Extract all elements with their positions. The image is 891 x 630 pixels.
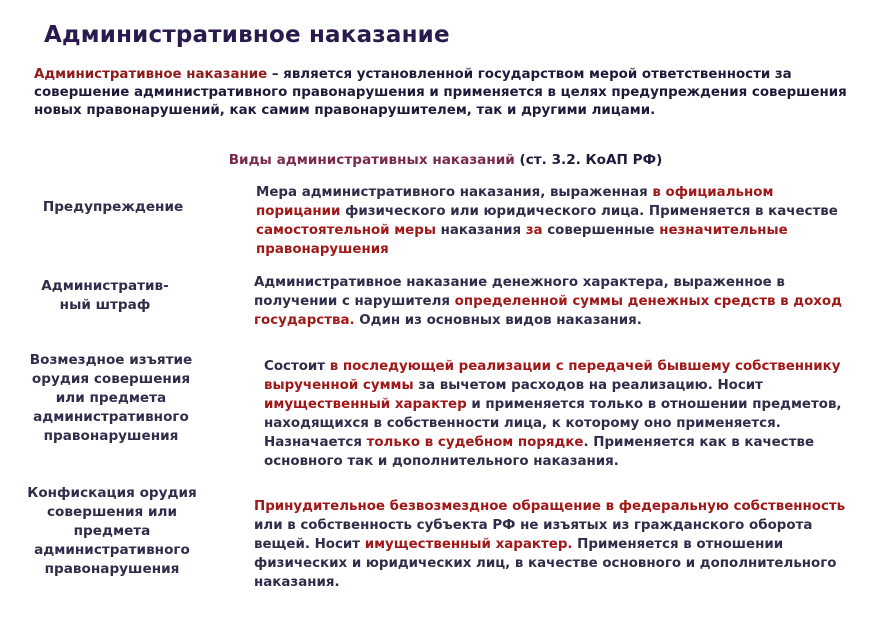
intro-paragraph [34, 66, 864, 120]
intro-text: – является установленной государством мерой ответственности за совершение административного правонарушения и применяется в целях предупреждения совершения новых правонарушений, как самим правонарушителем, так и другими лицами. [34, 67, 847, 118]
highlight-text: определенной суммы денежных средств в доход государства. [254, 294, 842, 328]
body-text: физического или юридического лица. Применяется в качестве [340, 204, 838, 219]
body-text: за вычетом расходов на реализацию. Носит [413, 378, 763, 393]
highlight-text: за [525, 223, 543, 238]
page-title: Административное наказание [44, 22, 450, 48]
highlight-text: только в судебном порядке [366, 435, 584, 450]
highlight-text: в официальном порицании [256, 185, 774, 219]
body-text: Административное наказание денежного характера, выраженное в получении с нарушителя [254, 275, 785, 309]
row-def-seizure [264, 357, 874, 471]
body-text: Мера административного наказания, выраженная [256, 185, 653, 200]
subtitle-ref: (ст. 3.2. КоАП РФ) [519, 152, 663, 168]
highlight-text: незначительные правонарушения [256, 223, 788, 257]
row-def-warning [256, 183, 846, 259]
highlight-text: самостоятельной меры [256, 223, 436, 238]
body-text: Состоит [264, 359, 330, 374]
row-def-confiscation [254, 497, 866, 592]
subtitle-text: Виды административных наказаний [228, 152, 520, 168]
body-text: . Применяется как в качестве основного так и дополнительного наказания. [264, 435, 815, 469]
body-text: наказания [435, 223, 526, 238]
highlight-text: имущественный характер [264, 397, 467, 412]
row-term-fine: Административ-ный штраф [41, 278, 169, 313]
row-def-fine [254, 273, 854, 330]
highlight-text: Принудительное безвозмездное обращение в федеральную собственность [254, 499, 846, 514]
row-term-warning: Предупреждение [42, 199, 184, 215]
section-subtitle [0, 152, 891, 168]
body-text: Один из основных видов наказания. [354, 313, 642, 328]
row-term-seizure: Возмездное изъятие орудия совершения или предмета административного правонарушения [29, 352, 193, 444]
intro-term: Административное наказание [34, 67, 268, 82]
highlight-text: в последующей реализации с передачей бывшему собственнику вырученной суммы [264, 359, 841, 393]
row-term-confiscation: Конфискация орудия совершения или предмета административного правонарушения [27, 485, 197, 577]
body-text: Применяется в отношении физических и юридических лиц, в качестве основного и дополнительного наказания. [254, 537, 837, 590]
highlight-text: имущественный характер. [364, 537, 573, 552]
body-text: и применяется только в отношении предметов, находящихся в собственности лица, к которому оно применяется. Назначается [264, 397, 842, 450]
body-text: совершенные [542, 223, 660, 238]
body-text: или в собственность субъекта РФ не изъятых из гражданского оборота вещей. Носит [254, 518, 813, 552]
